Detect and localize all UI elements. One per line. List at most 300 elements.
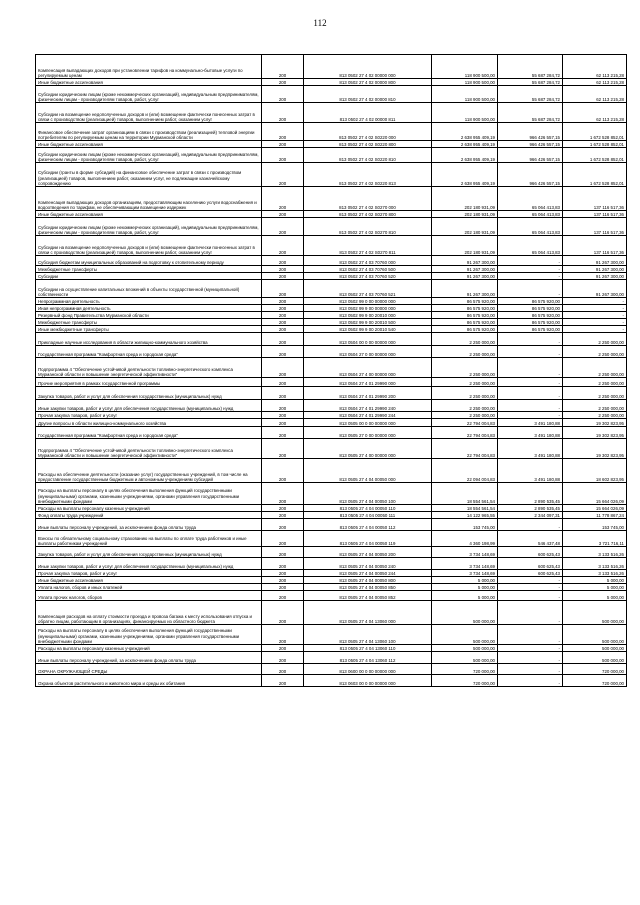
row-plan-cell: 2 250 000,00 bbox=[432, 358, 498, 378]
row-kbk-cell: 813 0502 27 4 02 00000 800 bbox=[304, 79, 432, 86]
row-code-cell: 200 bbox=[262, 218, 304, 236]
row-code-cell: 200 bbox=[262, 412, 304, 419]
row-code-cell: 200 bbox=[262, 625, 304, 645]
row-code-cell: 200 bbox=[262, 163, 304, 187]
row-plan-cell: 720 000,00 bbox=[432, 675, 498, 687]
row-plan-cell: 2 250 000,00 bbox=[432, 412, 498, 419]
table-row bbox=[36, 187, 627, 211]
row-code-cell: 200 bbox=[262, 141, 304, 148]
row-plan-cell: 2 250 000,00 bbox=[432, 346, 498, 358]
row-exec-cell: 966 426 557,15 bbox=[498, 148, 563, 163]
row-rest-cell: 3 721 716,11 bbox=[563, 531, 627, 547]
row-plan-cell: 3 734 148,69 bbox=[432, 558, 498, 570]
row-exec-cell: 86 575 920,00 bbox=[498, 319, 563, 326]
table-row bbox=[36, 505, 627, 512]
row-plan-cell: 18 554 561,54 bbox=[432, 505, 498, 512]
row-rest-cell: 62 113 215,28 bbox=[563, 55, 627, 79]
row-exec-cell: - bbox=[498, 378, 563, 387]
row-name-cell: Прочие мероприятия в рамках государственной программы bbox=[36, 378, 262, 387]
row-name-cell: Компенсация выпадающих доходов организациям, предоставляющим населению услуги водоснабжения и водоотведения по тарифам, не обеспечивающим возмещение издержек bbox=[36, 187, 262, 211]
row-plan-cell: 22 794 004,83 bbox=[432, 419, 498, 427]
table-row bbox=[36, 652, 627, 664]
row-exec-cell: 3 491 180,88 bbox=[498, 459, 563, 483]
row-plan-cell: 3 734 148,69 bbox=[432, 547, 498, 558]
row-code-cell: 200 bbox=[262, 400, 304, 412]
row-kbk-cell: 813 0502 27 4 02 S0220 813 bbox=[304, 163, 432, 187]
row-plan-cell: 22 094 004,83 bbox=[432, 459, 498, 483]
row-code-cell: 200 bbox=[262, 387, 304, 400]
row-kbk-cell: 813 0502 27 4 02 S0220 810 bbox=[304, 148, 432, 163]
row-rest-cell: 19 302 823,95 bbox=[563, 427, 627, 439]
table-row bbox=[36, 266, 627, 273]
row-name-cell: Подпрограмма 4 "Обеспечение устойчивой деятельности топливно-энергетического комплекса Мурманской области и повышение энергетической эффективности" bbox=[36, 358, 262, 378]
row-name-cell: Иные бюджетные ассигнования bbox=[36, 577, 262, 584]
row-code-cell: 200 bbox=[262, 273, 304, 280]
row-plan-cell: 202 180 931,09 bbox=[432, 187, 498, 211]
row-name-cell: Другие вопросы в области жилищно-коммунального хозяйства bbox=[36, 419, 262, 427]
row-name-cell: Субсидии на осуществление капитальных вложений в объекты государственной (муниципальной) собственности bbox=[36, 280, 262, 298]
row-name-cell: Субсидия бюджетам муниципальных образований на подготовку к отопительному периоду bbox=[36, 256, 262, 266]
row-plan-cell: 5 000,00 bbox=[432, 591, 498, 601]
row-kbk-cell: 813 0504 27 0 00 00000 000 bbox=[304, 346, 432, 358]
row-kbk-cell: 813 0502 27 4 03 70760 000 bbox=[304, 256, 432, 266]
row-exec-cell: - bbox=[498, 601, 563, 625]
row-rest-cell: - bbox=[563, 326, 627, 333]
row-plan-cell: 2 638 955 409,19 bbox=[432, 123, 498, 141]
table-row bbox=[36, 358, 627, 378]
row-plan-cell: 91 267 300,00 bbox=[432, 266, 498, 273]
row-name-cell: Субсидии (гранты в форме субсидий) на финансовое обеспечение затрат в связи с производством (реализацией) товаров, выполнением работ, оказанием услуг, не подлежащие казначейскому сопровождению bbox=[36, 163, 262, 187]
row-code-cell: 200 bbox=[262, 601, 304, 625]
table-row bbox=[36, 459, 627, 483]
row-exec-cell: - bbox=[498, 412, 563, 419]
row-code-cell: 200 bbox=[262, 236, 304, 256]
row-name-cell: Закупка товаров, работ и услуг для обеспечения государственных (муниципальных) нужд bbox=[36, 387, 262, 400]
row-name-cell: ОХРАНА ОКРУЖАЮЩЕЙ СРЕДЫ bbox=[36, 664, 262, 675]
row-exec-cell: 65 064 413,83 bbox=[498, 218, 563, 236]
row-rest-cell: 62 113 215,28 bbox=[563, 86, 627, 103]
row-rest-cell: 500 000,00 bbox=[563, 625, 627, 645]
row-exec-cell: 546 437,48 bbox=[498, 531, 563, 547]
row-code-cell: 200 bbox=[262, 333, 304, 346]
row-code-cell: 200 bbox=[262, 664, 304, 675]
row-exec-cell: - bbox=[498, 584, 563, 591]
row-name-cell: Компенсация выпадающих доходов при установлении тарифов на коммунально-бытовые услуги по регулируемым ценам bbox=[36, 55, 262, 79]
row-code-cell: 200 bbox=[262, 439, 304, 459]
table-row bbox=[36, 400, 627, 412]
row-kbk-cell: 813 0504 27 4 00 00000 000 bbox=[304, 358, 432, 378]
row-name-cell: Иная непрограммная деятельность bbox=[36, 305, 262, 312]
row-plan-cell: 86 575 920,00 bbox=[432, 312, 498, 319]
row-exec-cell: - bbox=[498, 256, 563, 266]
row-name-cell: Подпрограмма 4 "Обеспечение устойчивой деятельности топливно-энергетического комплекса Мурманской области и повышение энергетической эффективности" bbox=[36, 439, 262, 459]
row-code-cell: 200 bbox=[262, 577, 304, 584]
row-plan-cell: 153 745,00 bbox=[432, 519, 498, 531]
row-code-cell: 200 bbox=[262, 86, 304, 103]
row-exec-cell: - bbox=[498, 400, 563, 412]
row-exec-cell: 3 491 180,88 bbox=[498, 419, 563, 427]
row-kbk-cell: 813 0502 27 4 02 S0270 810 bbox=[304, 218, 432, 236]
row-code-cell: 200 bbox=[262, 459, 304, 483]
row-kbk-cell: 813 0505 27 4 04 00050 240 bbox=[304, 558, 432, 570]
row-code-cell: 200 bbox=[262, 211, 304, 218]
row-code-cell: 200 bbox=[262, 79, 304, 86]
row-code-cell: 200 bbox=[262, 675, 304, 687]
row-plan-cell: 118 900 500,00 bbox=[432, 55, 498, 79]
row-rest-cell: 15 664 026,09 bbox=[563, 483, 627, 505]
row-plan-cell: 500 000,00 bbox=[432, 601, 498, 625]
row-rest-cell: 3 133 516,26 bbox=[563, 558, 627, 570]
row-code-cell: 200 bbox=[262, 358, 304, 378]
row-exec-cell: - bbox=[498, 591, 563, 601]
table-row bbox=[36, 547, 627, 558]
row-rest-cell: - bbox=[563, 298, 627, 305]
row-name-cell: Охрана объектов растительного и животного мира и среды их обитания bbox=[36, 675, 262, 687]
row-exec-cell: 2 890 535,45 bbox=[498, 505, 563, 512]
table-row bbox=[36, 79, 627, 86]
row-exec-cell: - bbox=[498, 273, 563, 280]
row-rest-cell: 1 672 528 852,01 bbox=[563, 163, 627, 187]
row-code-cell: 200 bbox=[262, 591, 304, 601]
row-kbk-cell: 813 0505 27 4 04 13060 112 bbox=[304, 652, 432, 664]
row-name-cell: Прикладные научные исследования в области жилищно-коммунального хозяйства bbox=[36, 333, 262, 346]
row-exec-cell: 86 575 920,00 bbox=[498, 298, 563, 305]
row-name-cell: Иные бюджетные ассигнования bbox=[36, 211, 262, 218]
row-kbk-cell: 813 0505 27 4 04 00050 119 bbox=[304, 531, 432, 547]
row-name-cell: Расходы на выплаты персоналу в целях обеспечения выполнения функций государственными (муниципальными) органами, казенными учреждениями, органами управления государственными внебюджетными фондами bbox=[36, 483, 262, 505]
row-name-cell: Иные межбюджетные трансферты bbox=[36, 326, 262, 333]
table-row bbox=[36, 570, 627, 577]
row-exec-cell: - bbox=[498, 387, 563, 400]
row-name-cell: Государственная программа "Комфортная среда и городская среда" bbox=[36, 346, 262, 358]
row-exec-cell: 966 426 557,15 bbox=[498, 141, 563, 148]
row-plan-cell: 118 900 500,00 bbox=[432, 103, 498, 123]
row-code-cell: 200 bbox=[262, 319, 304, 326]
table-row bbox=[36, 387, 627, 400]
row-exec-cell: - bbox=[498, 577, 563, 584]
row-code-cell: 200 bbox=[262, 645, 304, 652]
table-row bbox=[36, 346, 627, 358]
row-exec-cell: - bbox=[498, 645, 563, 652]
row-plan-cell: 3 734 148,69 bbox=[432, 570, 498, 577]
row-exec-cell: - bbox=[498, 652, 563, 664]
row-plan-cell: 2 250 000,00 bbox=[432, 400, 498, 412]
row-plan-cell: 118 900 500,00 bbox=[432, 86, 498, 103]
table-row bbox=[36, 305, 627, 312]
row-code-cell: 200 bbox=[262, 123, 304, 141]
row-rest-cell: 500 000,00 bbox=[563, 601, 627, 625]
row-exec-cell: - bbox=[498, 280, 563, 298]
table-row bbox=[36, 419, 627, 427]
row-name-cell: Иные выплаты персоналу учреждений, за исключением фонда оплаты труда bbox=[36, 652, 262, 664]
row-rest-cell: 2 250 000,00 bbox=[563, 346, 627, 358]
row-name-cell: Субсидии юридическим лицам (кроме некоммерческих организаций), индивидуальным предпринимателям, физическим лицам - производителям товаров, работ, услуг bbox=[36, 218, 262, 236]
table-row bbox=[36, 256, 627, 266]
row-kbk-cell: 813 0504 27 4 01 29990 244 bbox=[304, 412, 432, 419]
row-kbk-cell: 813 0600 00 0 00 00000 000 bbox=[304, 664, 432, 675]
row-kbk-cell: 813 0505 27 4 04 00050 112 bbox=[304, 519, 432, 531]
row-exec-cell: 55 687 284,72 bbox=[498, 55, 563, 79]
row-exec-cell: 600 625,43 bbox=[498, 570, 563, 577]
table-row bbox=[36, 163, 627, 187]
row-code-cell: 200 bbox=[262, 298, 304, 305]
row-code-cell: 200 bbox=[262, 148, 304, 163]
row-exec-cell: - bbox=[498, 664, 563, 675]
row-kbk-cell: 813 0505 27 4 04 00050 110 bbox=[304, 505, 432, 512]
row-name-cell: Межбюджетные трансферты bbox=[36, 319, 262, 326]
row-plan-cell: 2 250 000,00 bbox=[432, 378, 498, 387]
row-name-cell: Субсидии юридическим лицам (кроме некоммерческих организаций), индивидуальным предпринимателям, физическим лицам - производителям товаров, работ, услуг bbox=[36, 148, 262, 163]
row-code-cell: 200 bbox=[262, 652, 304, 664]
row-rest-cell: 137 116 517,36 bbox=[563, 236, 627, 256]
row-rest-cell: 5 000,00 bbox=[563, 591, 627, 601]
row-code-cell: 200 bbox=[262, 427, 304, 439]
table-row bbox=[36, 86, 627, 103]
row-name-cell: Непрограммная деятельность bbox=[36, 298, 262, 305]
row-code-cell: 200 bbox=[262, 570, 304, 577]
row-name-cell: Субсидии на возмещение недополученных доходов и (или) возмещение фактически понесенных затрат в связи с производством (реализацией) товаров, выполнением работ, оказанием услуг bbox=[36, 103, 262, 123]
row-exec-cell: - bbox=[498, 346, 563, 358]
row-exec-cell: - bbox=[498, 358, 563, 378]
row-kbk-cell: 813 0505 27 4 04 00050 100 bbox=[304, 483, 432, 505]
row-code-cell: 200 bbox=[262, 547, 304, 558]
row-name-cell: Прочая закупка товаров, работ и услуг bbox=[36, 412, 262, 419]
row-exec-cell: 2 890 535,45 bbox=[498, 483, 563, 505]
table-row bbox=[36, 236, 627, 256]
row-plan-cell: 202 180 931,09 bbox=[432, 236, 498, 256]
row-plan-cell: 202 180 931,09 bbox=[432, 218, 498, 236]
table-row bbox=[36, 123, 627, 141]
row-code-cell: 200 bbox=[262, 531, 304, 547]
row-rest-cell: - bbox=[563, 305, 627, 312]
row-kbk-cell: 813 0504 27 4 01 29990 200 bbox=[304, 387, 432, 400]
row-exec-cell: 55 687 284,72 bbox=[498, 103, 563, 123]
row-rest-cell: 137 116 517,36 bbox=[563, 218, 627, 236]
row-kbk-cell: 813 0505 27 4 04 13060 110 bbox=[304, 645, 432, 652]
row-exec-cell: 3 491 180,88 bbox=[498, 439, 563, 459]
row-name-cell: Иные закупки товаров, работ и услуг для обеспечения государственных (муниципальных) нужд bbox=[36, 558, 262, 570]
row-exec-cell: 65 064 413,83 bbox=[498, 236, 563, 256]
row-plan-cell: 91 267 300,00 bbox=[432, 256, 498, 266]
row-rest-cell: 500 000,00 bbox=[563, 652, 627, 664]
table-row bbox=[36, 273, 627, 280]
row-rest-cell: 137 116 517,36 bbox=[563, 211, 627, 218]
table-row bbox=[36, 326, 627, 333]
table-row bbox=[36, 664, 627, 675]
row-plan-cell: 720 000,00 bbox=[432, 664, 498, 675]
row-exec-cell: 65 064 413,83 bbox=[498, 211, 563, 218]
row-kbk-cell: 813 0502 27 4 03 70760 521 bbox=[304, 280, 432, 298]
row-code-cell: 200 bbox=[262, 256, 304, 266]
row-code-cell: 200 bbox=[262, 558, 304, 570]
row-exec-cell: 966 426 557,15 bbox=[498, 123, 563, 141]
row-code-cell: 200 bbox=[262, 519, 304, 531]
row-rest-cell: 1 672 528 852,01 bbox=[563, 148, 627, 163]
row-rest-cell: 2 250 000,00 bbox=[563, 387, 627, 400]
row-plan-cell: 118 900 500,00 bbox=[432, 79, 498, 86]
table-row bbox=[36, 591, 627, 601]
row-rest-cell: 137 116 517,36 bbox=[563, 187, 627, 211]
row-rest-cell: 720 000,00 bbox=[563, 664, 627, 675]
table-row bbox=[36, 625, 627, 645]
table-row bbox=[36, 55, 627, 79]
row-kbk-cell: 813 0502 27 4 02 S0270 800 bbox=[304, 211, 432, 218]
row-plan-cell: 2 638 955 409,19 bbox=[432, 163, 498, 187]
table-row bbox=[36, 218, 627, 236]
row-rest-cell: 3 133 516,26 bbox=[563, 547, 627, 558]
row-rest-cell: 2 250 000,00 bbox=[563, 400, 627, 412]
row-rest-cell: 5 000,00 bbox=[563, 584, 627, 591]
row-kbk-cell: 813 0502 27 4 02 00000 810 bbox=[304, 86, 432, 103]
row-kbk-cell: 813 0502 27 4 02 S0220 800 bbox=[304, 141, 432, 148]
row-kbk-cell: 813 0502 27 4 03 70760 520 bbox=[304, 273, 432, 280]
row-name-cell: Уплата прочих налогов, сборов bbox=[36, 591, 262, 601]
row-rest-cell: - bbox=[563, 319, 627, 326]
row-plan-cell: 500 000,00 bbox=[432, 645, 498, 652]
row-rest-cell: 2 250 000,00 bbox=[563, 358, 627, 378]
row-kbk-cell: 813 0502 99 9 00 20010 000 bbox=[304, 312, 432, 319]
row-kbk-cell: 813 0502 99 0 00 00000 000 bbox=[304, 298, 432, 305]
row-kbk-cell: 813 0505 27 4 04 00050 852 bbox=[304, 591, 432, 601]
table-row bbox=[36, 558, 627, 570]
row-plan-cell: 86 575 920,00 bbox=[432, 326, 498, 333]
row-code-cell: 200 bbox=[262, 584, 304, 591]
row-name-cell: Межбюджетные трансферты bbox=[36, 266, 262, 273]
row-kbk-cell: 813 0505 27 4 04 00050 800 bbox=[304, 577, 432, 584]
row-plan-cell: 18 554 561,54 bbox=[432, 483, 498, 505]
table-row bbox=[36, 312, 627, 319]
row-exec-cell: 966 426 557,15 bbox=[498, 163, 563, 187]
row-plan-cell: 14 122 965,55 bbox=[432, 512, 498, 519]
table-row bbox=[36, 577, 627, 584]
row-plan-cell: 91 267 300,00 bbox=[432, 280, 498, 298]
row-code-cell: 200 bbox=[262, 312, 304, 319]
row-name-cell: Иные бюджетные ассигнования bbox=[36, 79, 262, 86]
row-plan-cell: 5 000,00 bbox=[432, 577, 498, 584]
table-row bbox=[36, 439, 627, 459]
row-kbk-cell: 813 0505 27 4 04 13060 100 bbox=[304, 625, 432, 645]
row-rest-cell: 2 250 000,00 bbox=[563, 333, 627, 346]
row-rest-cell: 5 000,00 bbox=[563, 577, 627, 584]
row-plan-cell: 22 794 004,83 bbox=[432, 427, 498, 439]
row-name-cell: Прочая закупка товаров, работ и услуг bbox=[36, 570, 262, 577]
row-name-cell: Государственная программа "Комфортная среда и городская среда" bbox=[36, 427, 262, 439]
row-exec-cell: 86 575 920,00 bbox=[498, 305, 563, 312]
row-plan-cell: 86 575 920,00 bbox=[432, 319, 498, 326]
row-kbk-cell: 813 0502 99 9 00 20010 540 bbox=[304, 326, 432, 333]
table-row bbox=[36, 512, 627, 519]
row-exec-cell: 600 625,43 bbox=[498, 558, 563, 570]
row-name-cell: Субсидии на возмещение недополученных доходов и (или) возмещение фактически понесенных затрат в связи с производством (реализацией) товаров, выполнением работ, оказанием услуг bbox=[36, 236, 262, 256]
row-exec-cell: - bbox=[498, 625, 563, 645]
row-kbk-cell: 813 0505 00 0 00 00000 000 bbox=[304, 419, 432, 427]
row-exec-cell: 86 575 920,00 bbox=[498, 326, 563, 333]
row-rest-cell: 500 000,00 bbox=[563, 645, 627, 652]
row-exec-cell: 86 575 920,00 bbox=[498, 312, 563, 319]
row-rest-cell: 19 302 823,95 bbox=[563, 419, 627, 427]
row-rest-cell: 1 672 528 852,01 bbox=[563, 141, 627, 148]
row-kbk-cell: 813 0504 00 0 00 00000 000 bbox=[304, 333, 432, 346]
table-row bbox=[36, 378, 627, 387]
row-plan-cell: 2 250 000,00 bbox=[432, 387, 498, 400]
row-name-cell: Расходы на выплаты персоналу казенных учреждений bbox=[36, 645, 262, 652]
row-kbk-cell: 813 0502 27 4 02 S0270 000 bbox=[304, 187, 432, 211]
row-code-cell: 200 bbox=[262, 266, 304, 273]
row-kbk-cell: 813 0502 27 4 02 S0220 000 bbox=[304, 123, 432, 141]
row-name-cell: Закупка товаров, работ и услуг для обеспечения государственных (муниципальных) нужд bbox=[36, 547, 262, 558]
row-name-cell: Взносы по обязательному социальному страхованию на выплаты по оплате труда работников и иные выплаты работникам учреждений bbox=[36, 531, 262, 547]
row-kbk-cell: 813 0505 27 0 00 00000 000 bbox=[304, 427, 432, 439]
row-exec-cell: - bbox=[498, 266, 563, 273]
table-row bbox=[36, 280, 627, 298]
row-name-cell: Уплата налогов, сборов и иных платежей bbox=[36, 584, 262, 591]
row-code-cell: 200 bbox=[262, 419, 304, 427]
row-plan-cell: 500 000,00 bbox=[432, 652, 498, 664]
row-exec-cell: 55 687 284,72 bbox=[498, 86, 563, 103]
row-code-cell: 200 bbox=[262, 346, 304, 358]
table-row bbox=[36, 141, 627, 148]
row-exec-cell: - bbox=[498, 519, 563, 531]
row-plan-cell: 202 180 931,09 bbox=[432, 211, 498, 218]
row-rest-cell: 91 267 300,00 bbox=[563, 256, 627, 266]
row-kbk-cell: 813 0502 27 4 02 S0270 811 bbox=[304, 236, 432, 256]
row-name-cell: Субсидии юридическим лицам (кроме некоммерческих организаций), индивидуальным предпринимателям, физическим лицам - производителям товаров, работ, услуг bbox=[36, 86, 262, 103]
row-name-cell: Иные бюджетные ассигнования bbox=[36, 141, 262, 148]
row-name-cell: Расходы на выплаты персоналу казенных учреждений bbox=[36, 505, 262, 512]
row-code-cell: 200 bbox=[262, 512, 304, 519]
table-row bbox=[36, 584, 627, 591]
row-code-cell: 200 bbox=[262, 187, 304, 211]
row-kbk-cell: 813 0502 99 9 00 00000 000 bbox=[304, 305, 432, 312]
budget-execution-table bbox=[35, 54, 627, 687]
table-row bbox=[36, 645, 627, 652]
row-exec-cell: 2 344 097,31 bbox=[498, 512, 563, 519]
row-rest-cell: 153 745,00 bbox=[563, 519, 627, 531]
row-kbk-cell: 813 0504 27 4 01 29990 000 bbox=[304, 378, 432, 387]
row-name-cell: Иные закупки товаров, работ и услуг для обеспечения государственных (муниципальных) нужд bbox=[36, 400, 262, 412]
row-name-cell: Финансовое обеспечение затрат организациям в связи с производством (реализацией) тепловой энергии потребителям по регулируемым ценам на территории Мурманской области bbox=[36, 123, 262, 141]
row-rest-cell: 91 267 300,00 bbox=[563, 280, 627, 298]
row-exec-cell: 3 491 180,88 bbox=[498, 427, 563, 439]
row-code-cell: 200 bbox=[262, 326, 304, 333]
row-plan-cell: 2 638 955 409,19 bbox=[432, 148, 498, 163]
row-name-cell: Компенсация расходов на оплату стоимости проезда и провоза багажа к месту использования отпуска и обратно лицам, работающим в организациях, финансируемых из областного бюджета bbox=[36, 601, 262, 625]
table-row bbox=[36, 103, 627, 123]
row-kbk-cell: 813 0505 27 4 04 00050 850 bbox=[304, 584, 432, 591]
table-row bbox=[36, 427, 627, 439]
row-kbk-cell: 813 0505 27 4 04 00050 244 bbox=[304, 570, 432, 577]
row-name-cell: Фонд оплаты труда учреждений bbox=[36, 512, 262, 519]
table-row bbox=[36, 675, 627, 687]
table-row bbox=[36, 333, 627, 346]
row-plan-cell: 2 638 955 409,19 bbox=[432, 141, 498, 148]
row-rest-cell: 19 302 823,95 bbox=[563, 439, 627, 459]
row-rest-cell: 91 267 300,00 bbox=[563, 273, 627, 280]
table-row bbox=[36, 148, 627, 163]
table-row bbox=[36, 531, 627, 547]
row-code-cell: 200 bbox=[262, 305, 304, 312]
row-rest-cell: 720 000,00 bbox=[563, 675, 627, 687]
row-code-cell: 200 bbox=[262, 280, 304, 298]
row-kbk-cell: 813 0504 27 4 01 29990 240 bbox=[304, 400, 432, 412]
row-exec-cell: 65 064 413,83 bbox=[498, 187, 563, 211]
row-kbk-cell: 813 0505 27 4 04 00050 200 bbox=[304, 547, 432, 558]
row-code-cell: 200 bbox=[262, 378, 304, 387]
row-plan-cell: 500 000,00 bbox=[432, 625, 498, 645]
row-name-cell: Расходы на обеспечение деятельности (оказание услуг) государственных учреждений, в том числе на предоставление государственным бюджетным и автономным учреждениям субсидий bbox=[36, 459, 262, 483]
row-kbk-cell: 813 0505 27 4 04 00050 000 bbox=[304, 459, 432, 483]
row-exec-cell: - bbox=[498, 333, 563, 346]
